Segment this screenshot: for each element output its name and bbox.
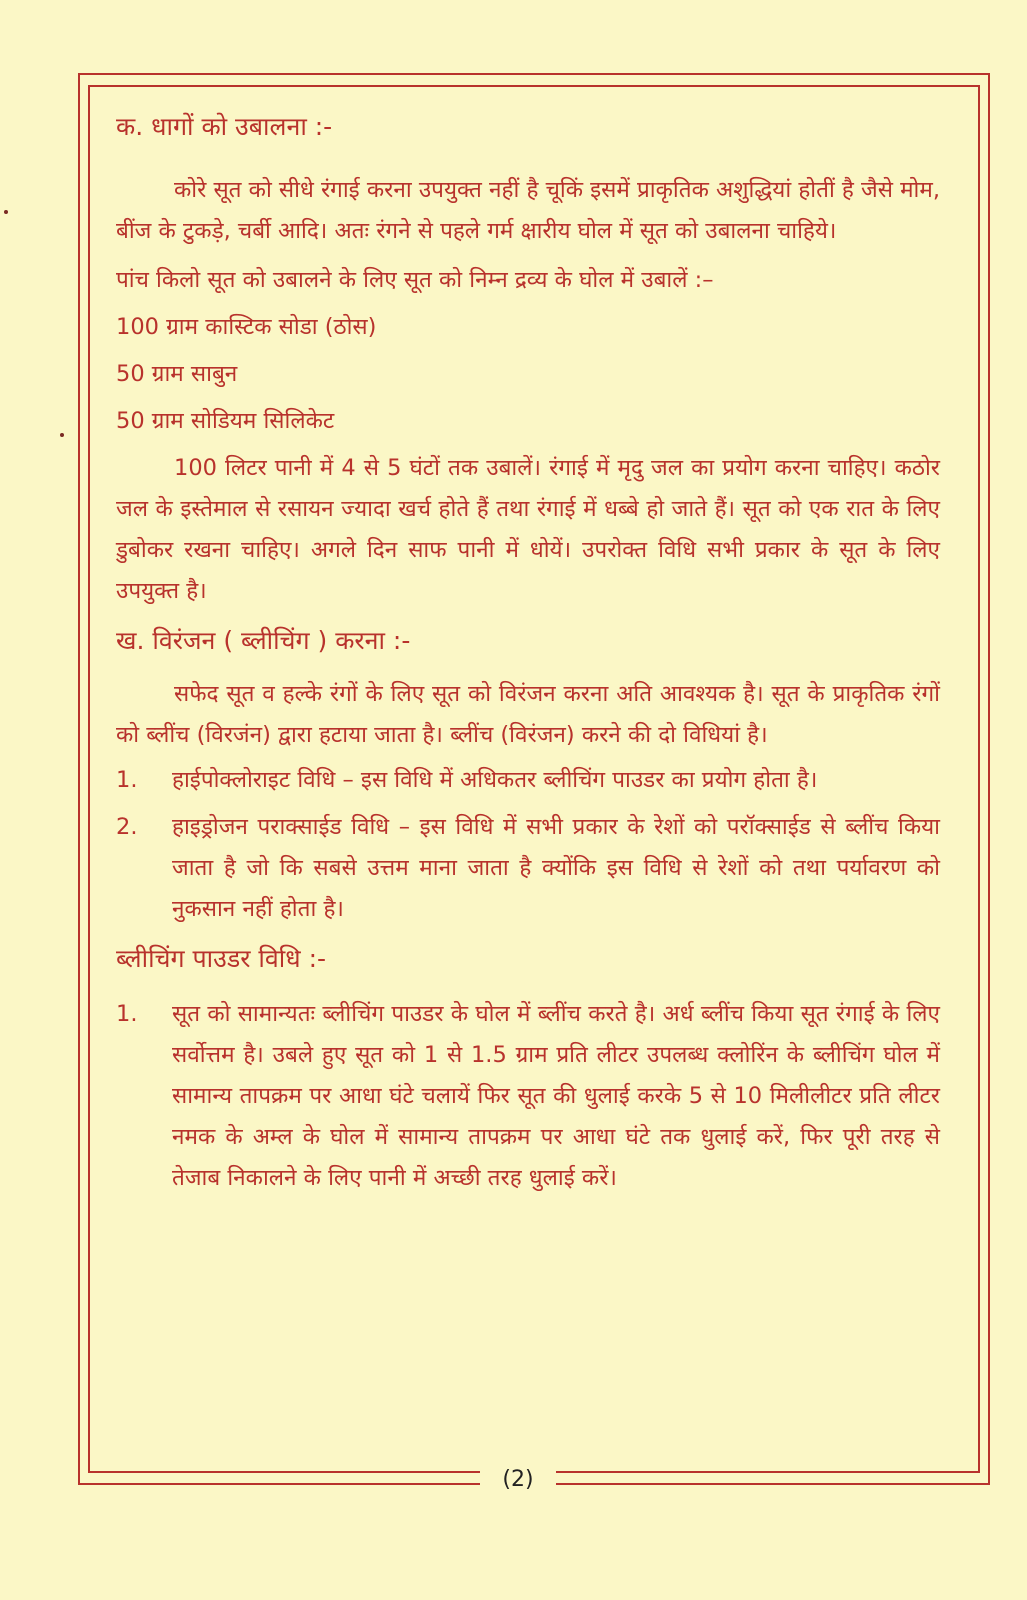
list-item <box>116 994 940 1199</box>
section-heading: ब्लीचिंग पाउडर विधि :- <box>116 944 327 973</box>
section-boiling-threads <box>116 110 940 612</box>
ingredient-item: 100 ग्राम कास्टिक सोडा (ठोस) <box>116 314 377 340</box>
list-text: हाइड्रोजन पराक्साईड विधि – इस विधि में सभी प्रकार के रेशों को परॉक्साईड से ब्लींच किया जाता है जो कि सबसे उत्तम माना जाता है क्योंकि इस विधि से रेशों को तथा पर्यावरण को नुकसान नहीं होता है। <box>172 814 940 922</box>
paragraph: सफेद सूत व हल्के रंगों के लिए सूत को विरंजन करना अति आवश्यक है। सूत के प्राकृतिक रंगों को ब्लींच (विरजंन) द्वारा हटाया जाता है। ब्लींच (विरंजन) करने की दो विधियां है। <box>116 681 940 748</box>
section-bleaching-powder-method <box>116 942 940 1199</box>
section-heading: ख. विरंजन ( ब्लीचिंग ) करना :- <box>116 626 411 655</box>
list-number: 1. <box>116 767 138 793</box>
section-heading: क. धागों को उबालना :- <box>116 112 333 141</box>
paragraph: 100 लिटर पानी में 4 से 5 घंटों तक उबालें। रंगाई में मृदु जल का प्रयोग करना चाहिए। कठोर जल के इस्तेमाल से रसायन ज्यादा खर्च होते हैं तथा रंगाई में धब्बे हो जाते हैं। सूत को एक रात के लिए डुबोकर रखना चाहिए। अगले दिन साफ पानी में धोयें। उपरोक्त विधि सभी प्रकार के सूत के लिए उपयुक्त है। <box>116 455 940 604</box>
paragraph: कोरे सूत को सीधे रंगाई करना उपयुक्त नहीं है चूकिं इसमें प्राकृतिक अशुद्धियां होतीं है जैसे मोम, बींज के टुकड़े, चर्बी आदि। अतः रंगने से पहले गर्म क्षारीय घोल में सूत को उबालना चाहिये। <box>116 177 940 244</box>
paragraph: पांच किलो सूत को उबालने के लिए सूत को निम्न द्रव्य के घोल में उबालें :– <box>116 267 714 293</box>
page-number: (2) <box>502 1466 534 1492</box>
list-text: सूत को सामान्यतः ब्लीचिंग पाउडर के घोल में ब्लींच करते है। अर्ध ब्लींच किया सूत रंगाई के लिए सर्वोत्तम है। उबले हुए सूत को 1 से 1.5 ग्राम प्रति लीटर उपलब्ध क्लोरिंन के ब्लीचिंग घोल में सामान्य तापक्रम पर आधा घंटे चलायें फिर सूत की धुलाई करके 5 से 10 मिलीलीटर प्रति लीटर नमक के अम्ल के घोल में सामान्य तापक्रम पर आधा घंटे तक धुलाई करें, फिर पूरी तरह से तेजाब निकालने के लिए पानी में अच्छी तरह धुलाई करें। <box>172 1001 940 1191</box>
list-text: हाईपोक्लोराइट विधि – इस विधि में अधिकतर ब्लीचिंग पाउडर का प्रयोग होता है। <box>172 767 818 793</box>
scan-speck <box>60 433 64 437</box>
page-number-container <box>480 1458 556 1500</box>
section-bleaching <box>116 624 940 930</box>
list-item <box>116 760 940 801</box>
list-number: 2. <box>116 814 138 840</box>
list-item <box>116 807 940 930</box>
list-number: 1. <box>116 1001 138 1027</box>
scan-speck <box>4 210 8 214</box>
page-content <box>116 110 940 1199</box>
ingredient-item: 50 ग्राम सोडियम सिलिकेट <box>116 408 335 434</box>
ingredient-item: 50 ग्राम साबुन <box>116 361 238 387</box>
